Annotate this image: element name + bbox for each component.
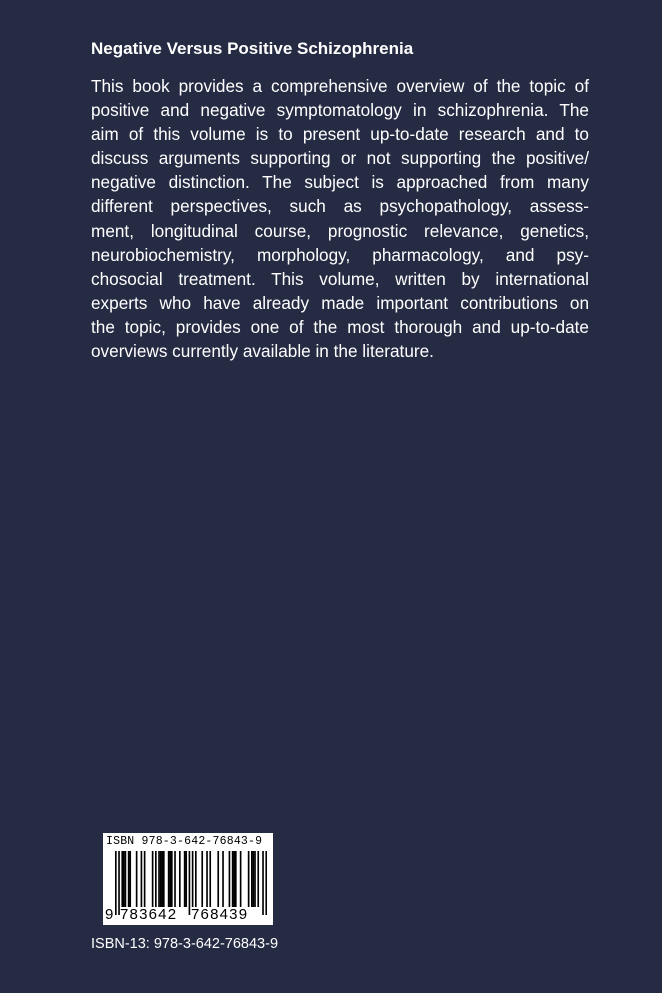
barcode-bar (217, 851, 219, 907)
barcode-guard-bar (265, 851, 267, 915)
barcode-bar (121, 851, 123, 907)
barcode-bar (257, 851, 259, 907)
barcode-digits-right: 768439 (191, 906, 249, 923)
barcode-bar (168, 851, 170, 907)
barcode-guard-bar (189, 851, 191, 915)
blurb-line: neurobiochemistry, morphology, pharmacology, and psy- (91, 244, 589, 265)
barcode-bar (201, 851, 203, 907)
barcode-guard-bar (115, 851, 117, 915)
barcode-bar (144, 851, 146, 907)
barcode-bar (235, 851, 237, 907)
barcode-bar (163, 851, 165, 907)
blurb-line: This book provides a comprehensive overview of the topic of (91, 76, 589, 96)
blurb-line: ment, longitudinal course, prognostic relevance, genetics, (91, 220, 589, 241)
blurb-line: overviews currently available in the literature. (91, 341, 434, 362)
barcode-bar (251, 851, 253, 907)
barcode-bar (155, 851, 157, 907)
barcode-bar (174, 851, 176, 907)
barcode-bar (185, 851, 187, 907)
blurb-line: different perspectives, such as psychopathology, assess- (91, 196, 589, 217)
barcode-bar (123, 851, 125, 907)
blurb-line: experts who have already made important contributions on (91, 292, 589, 313)
blurb-line: aim of this volume is to present up-to-date research and to (91, 124, 589, 145)
barcode-bar (209, 851, 211, 907)
barcode-bar (128, 851, 130, 907)
barcode-bar (232, 851, 234, 907)
barcode-bar (160, 851, 162, 907)
barcode-bar (248, 851, 250, 907)
barcode-bar (125, 851, 127, 907)
isbn-barcode (103, 833, 273, 925)
barcode-bar (179, 851, 181, 907)
blurb-line: negative distinction. The subject is approached from many (91, 172, 589, 193)
blurb-line: the topic, provides one of the most thorough and up-to-date (91, 316, 589, 337)
barcode-digits-left: 783642 (120, 906, 178, 923)
barcode-bar (129, 851, 131, 907)
barcode-bar (184, 851, 186, 907)
barcode-bar (233, 851, 235, 907)
book-title: Negative Versus Positive Schizophrenia (91, 39, 414, 58)
blurb-line: discuss arguments supporting or not supporting the positive/ (91, 148, 589, 169)
isbn-13-text: ISBN-13: 978-3-642-76843-9 (91, 936, 279, 952)
barcode-bar (206, 851, 208, 907)
barcode-guard-bar (262, 851, 264, 915)
barcode-bar (222, 851, 224, 907)
barcode-bar (229, 851, 231, 907)
barcode-bar (171, 851, 173, 907)
barcode-bar (136, 851, 138, 907)
barcode-bar (152, 851, 154, 907)
blurb-paragraph (91, 74, 589, 363)
barcode-bar (253, 851, 255, 907)
barcode-bar (161, 851, 163, 907)
barcode-bar (158, 851, 160, 907)
barcode-bar (141, 851, 143, 907)
blurb-line: chosocial treatment. This volume, written by international (91, 268, 589, 289)
barcode-digit-first: 9 (105, 906, 114, 923)
barcode-bar (240, 851, 242, 907)
blurb-line: positive and negative symptomatology in schizophrenia. The (91, 100, 589, 121)
barcode-bar (169, 851, 171, 907)
barcode-bar (254, 851, 256, 907)
barcode-bar (195, 851, 197, 907)
barcode-isbn-label: ISBN 978-3-642-76843-9 (106, 835, 263, 848)
